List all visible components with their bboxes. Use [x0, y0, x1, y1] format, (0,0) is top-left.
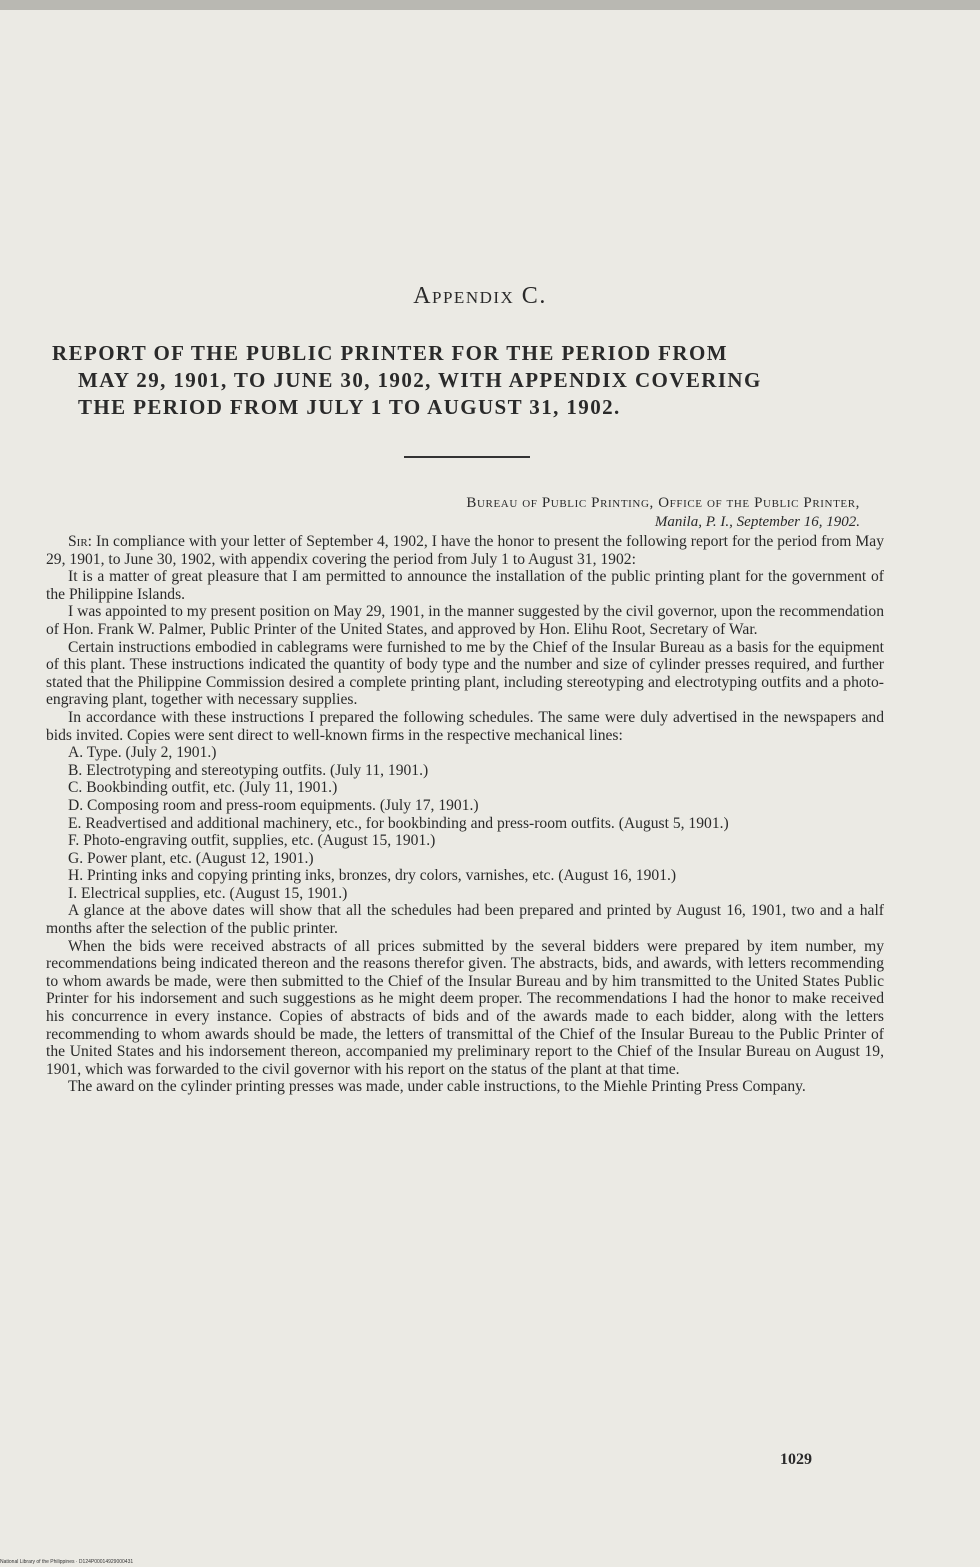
- letter-body: [46, 533, 884, 1096]
- page-number: 1029: [780, 1451, 812, 1468]
- paragraph-2: It is a matter of great pleasure that I am permitted to announce the installation of the public printing plant for the government of the Philippine Islands.: [46, 568, 884, 603]
- schedule-c: C. Bookbinding outfit, etc. (July 11, 1901.): [68, 779, 338, 797]
- appendix-heading: Appendix C.: [413, 283, 547, 309]
- schedule-a: A. Type. (July 2, 1901.): [68, 744, 217, 762]
- salutation: Sir:: [68, 533, 93, 550]
- section-divider: [404, 456, 530, 458]
- report-title-line-3: THE PERIOD FROM JULY 1 TO AUGUST 31, 1902.: [78, 395, 621, 419]
- report-title: [52, 340, 892, 421]
- report-title-line-2: MAY 29, 1901, TO JUNE 30, 1902, WITH APPENDIX COVERING: [78, 368, 762, 392]
- paragraph-4: Certain instructions embodied in cablegrams were furnished to me by the Chief of the Insular Bureau as a basis for the equipment of this plant. These instructions indicated the quantity of body type and the number and size of cylinder presses required, and further stated that the Philippine Commission desired a complete printing plant, including stereotyping and electrotyping outfits and a photo-engraving plant, together with necessary supplies.: [46, 638, 884, 709]
- schedule-i: I. Electrical supplies, etc. (August 15, 1901.): [68, 884, 348, 902]
- scan-footer: National Library of the Philippines · D124P00014929000431: [0, 1559, 134, 1565]
- letterhead-place-date: Manila, P. I., September 16, 1902.: [654, 514, 860, 530]
- paragraph-1: [46, 533, 884, 568]
- paragraph-5: In accordance with these instructions I prepared the following schedules. The same were duly advertised in the newspapers and bids invited. Copies were sent direct to well-known firms in the respective mechanical lines:: [46, 708, 884, 744]
- schedule-f: F. Photo-engraving outfit, supplies, etc. (August 15, 1901.): [68, 832, 436, 850]
- letterhead: [205, 494, 860, 532]
- report-title-line-1: REPORT OF THE PUBLIC PRINTER FOR THE PERIOD FROM: [52, 341, 728, 365]
- paragraph-3: I was appointed to my present position on May 29, 1901, in the manner suggested by the civil governor, upon the recommendation of Hon. Frank W. Palmer, Public Printer of the United States, and approved by Hon. Elihu Root, Secretary of War.: [46, 603, 884, 638]
- paragraph-8: The award on the cylinder printing presses was made, under cable instructions, to the Miehle Printing Press Company.: [68, 1078, 806, 1096]
- schedule-b: B. Electrotyping and stereotyping outfits. (July 11, 1901.): [68, 761, 429, 779]
- schedule-d: D. Composing room and press-room equipments. (July 17, 1901.): [68, 796, 479, 814]
- paragraph-7: When the bids were received abstracts of all prices submitted by the several bidders were prepared by item number, my recommendations being indicated thereon and the reasons therefor given. The abstracts, bids, and awards, with letters recommending to whom awards be made, were then submitted to the Chief of the Insular Bureau and by him transmitted to the United States Public Printer for his indorsement and such suggestions as he might deem proper. The recommendations I had the honor to make received his concurrence in every instance. Copies of abstracts of bids and of the awards made to each bidder, along with the letters recommending to whom awards should be made, the letters of transmittal of the Chief of the Insular Bureau to the Public Printer of the United States and his indorsement thereon, accompanied my preliminary report to the Chief of the Insular Bureau on August 19, 1901, which was forwarded to the civil governor with his report on the status of the plant at that time.: [46, 937, 884, 1078]
- paragraph-6: A glance at the above dates will show that all the schedules had been prepared and printed by August 16, 1901, two and a half months after the selection of the public printer.: [46, 902, 884, 938]
- letterhead-office: Bureau of Public Printing, Office of the Public Printer,: [466, 495, 860, 511]
- schedule-e: E. Readvertised and additional machinery, etc., for bookbinding and press-room outfits. (August 5, 1901.): [68, 814, 729, 832]
- schedule-h: H. Printing inks and copying printing inks, bronzes, dry colors, varnishes, etc. (August 16, 1901.): [68, 867, 677, 885]
- paragraph-1-text: In compliance with your letter of September 4, 1902, I have the honor to present the following report for the period from May 29, 1901, to June 30, 1902, with appendix covering the period from July 1 to August 31, 1902:: [46, 533, 884, 568]
- schedule-g: G. Power plant, etc. (August 12, 1901.): [68, 849, 314, 867]
